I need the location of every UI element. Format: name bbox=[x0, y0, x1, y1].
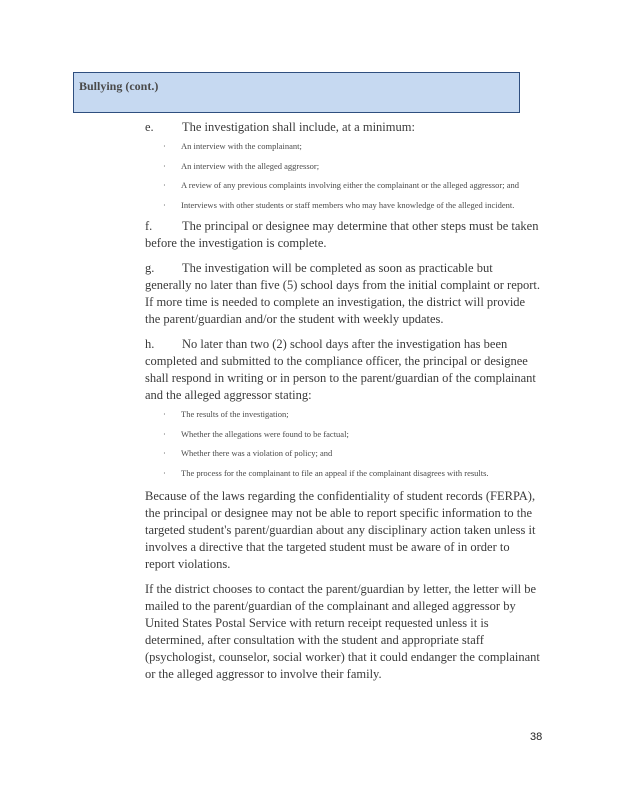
sub-list-h bbox=[163, 408, 540, 480]
item-text: The investigation will be completed as soon as practicable but generally no later than five (5) school days from the initial complaint or report. If more time is needed to complete an investigation, the district will provide the parent/guardian and/or the student with weekly updates. bbox=[145, 261, 541, 326]
sub-item-text: Whether there was a violation of policy; and bbox=[181, 448, 333, 458]
bullet-icon: · bbox=[163, 180, 166, 190]
item-text: The principal or designee may determine that other steps must be taken before the investigation is complete. bbox=[145, 219, 539, 250]
sub-item-text: An interview with the alleged aggressor; bbox=[181, 160, 320, 171]
sub-item bbox=[163, 160, 540, 174]
bullet-icon: · bbox=[163, 160, 166, 171]
item-letter: f. bbox=[145, 219, 153, 233]
list-item-e bbox=[145, 119, 540, 136]
sub-item bbox=[163, 467, 540, 481]
bullet-icon: · bbox=[163, 467, 166, 478]
sub-item bbox=[163, 428, 540, 442]
ferpa-paragraph: Because of the laws regarding the confidentiality of student records (FERPA), the principal or designee may not be able to report specific information to the targeted student's parent/guardian about any disciplinary action taken unless it involves a directive that the targeted student must be aware of in order to report violations. bbox=[145, 489, 536, 571]
sub-item bbox=[163, 199, 540, 213]
sub-item bbox=[163, 179, 540, 193]
item-letter: e. bbox=[145, 120, 154, 134]
sub-list-e bbox=[163, 140, 540, 212]
bullet-icon: · bbox=[163, 141, 166, 151]
sub-item-text: A review of any previous complaints involving either the complainant or the alleged aggressor; and bbox=[181, 180, 520, 190]
list-item-g bbox=[145, 260, 540, 328]
list-item-h bbox=[145, 336, 540, 404]
bullet-icon: · bbox=[163, 199, 166, 210]
item-letter: g. bbox=[145, 261, 155, 275]
item-letter: h. bbox=[145, 337, 155, 351]
sub-item-text: Interviews with other students or staff members who may have knowledge of the alleged incident. bbox=[181, 199, 515, 210]
section-title: Bullying (cont.) bbox=[79, 79, 159, 93]
sub-item-text: An interview with the complainant; bbox=[181, 141, 302, 151]
item-text: The investigation shall include, at a minimum: bbox=[182, 120, 415, 134]
bullet-icon: · bbox=[163, 409, 166, 419]
list-item-f bbox=[145, 218, 540, 252]
bullet-icon: · bbox=[163, 428, 166, 439]
sub-item-text: The results of the investigation; bbox=[181, 409, 289, 419]
page-number: 38 bbox=[530, 731, 543, 743]
sub-item bbox=[163, 140, 540, 154]
item-text: No later than two (2) school days after the investigation has been completed and submitted to the compliance officer, the principal or designee shall respond in writing or in person to the parent/guardian of the complainant and the alleged aggressor stating: bbox=[145, 337, 536, 402]
sub-item-text: The process for the complainant to file an appeal if the complainant disagrees with results. bbox=[181, 467, 489, 478]
section-header-box bbox=[73, 72, 520, 113]
sub-item bbox=[163, 447, 540, 461]
sub-item-text: Whether the allegations were found to be factual; bbox=[181, 428, 349, 439]
bullet-icon: · bbox=[163, 448, 166, 458]
sub-item bbox=[163, 408, 540, 422]
document-body bbox=[145, 119, 540, 683]
letter-paragraph: If the district chooses to contact the parent/guardian by letter, the letter will be mailed to the parent/guardian of the complainant and alleged aggressor by United States Postal Service with return receipt requested unless it is determined, after consultation with the student and appropriate staff (psychologist, counselor, social worker) that it could endanger the complainant or the alleged aggressor to involve their family. bbox=[145, 582, 540, 681]
